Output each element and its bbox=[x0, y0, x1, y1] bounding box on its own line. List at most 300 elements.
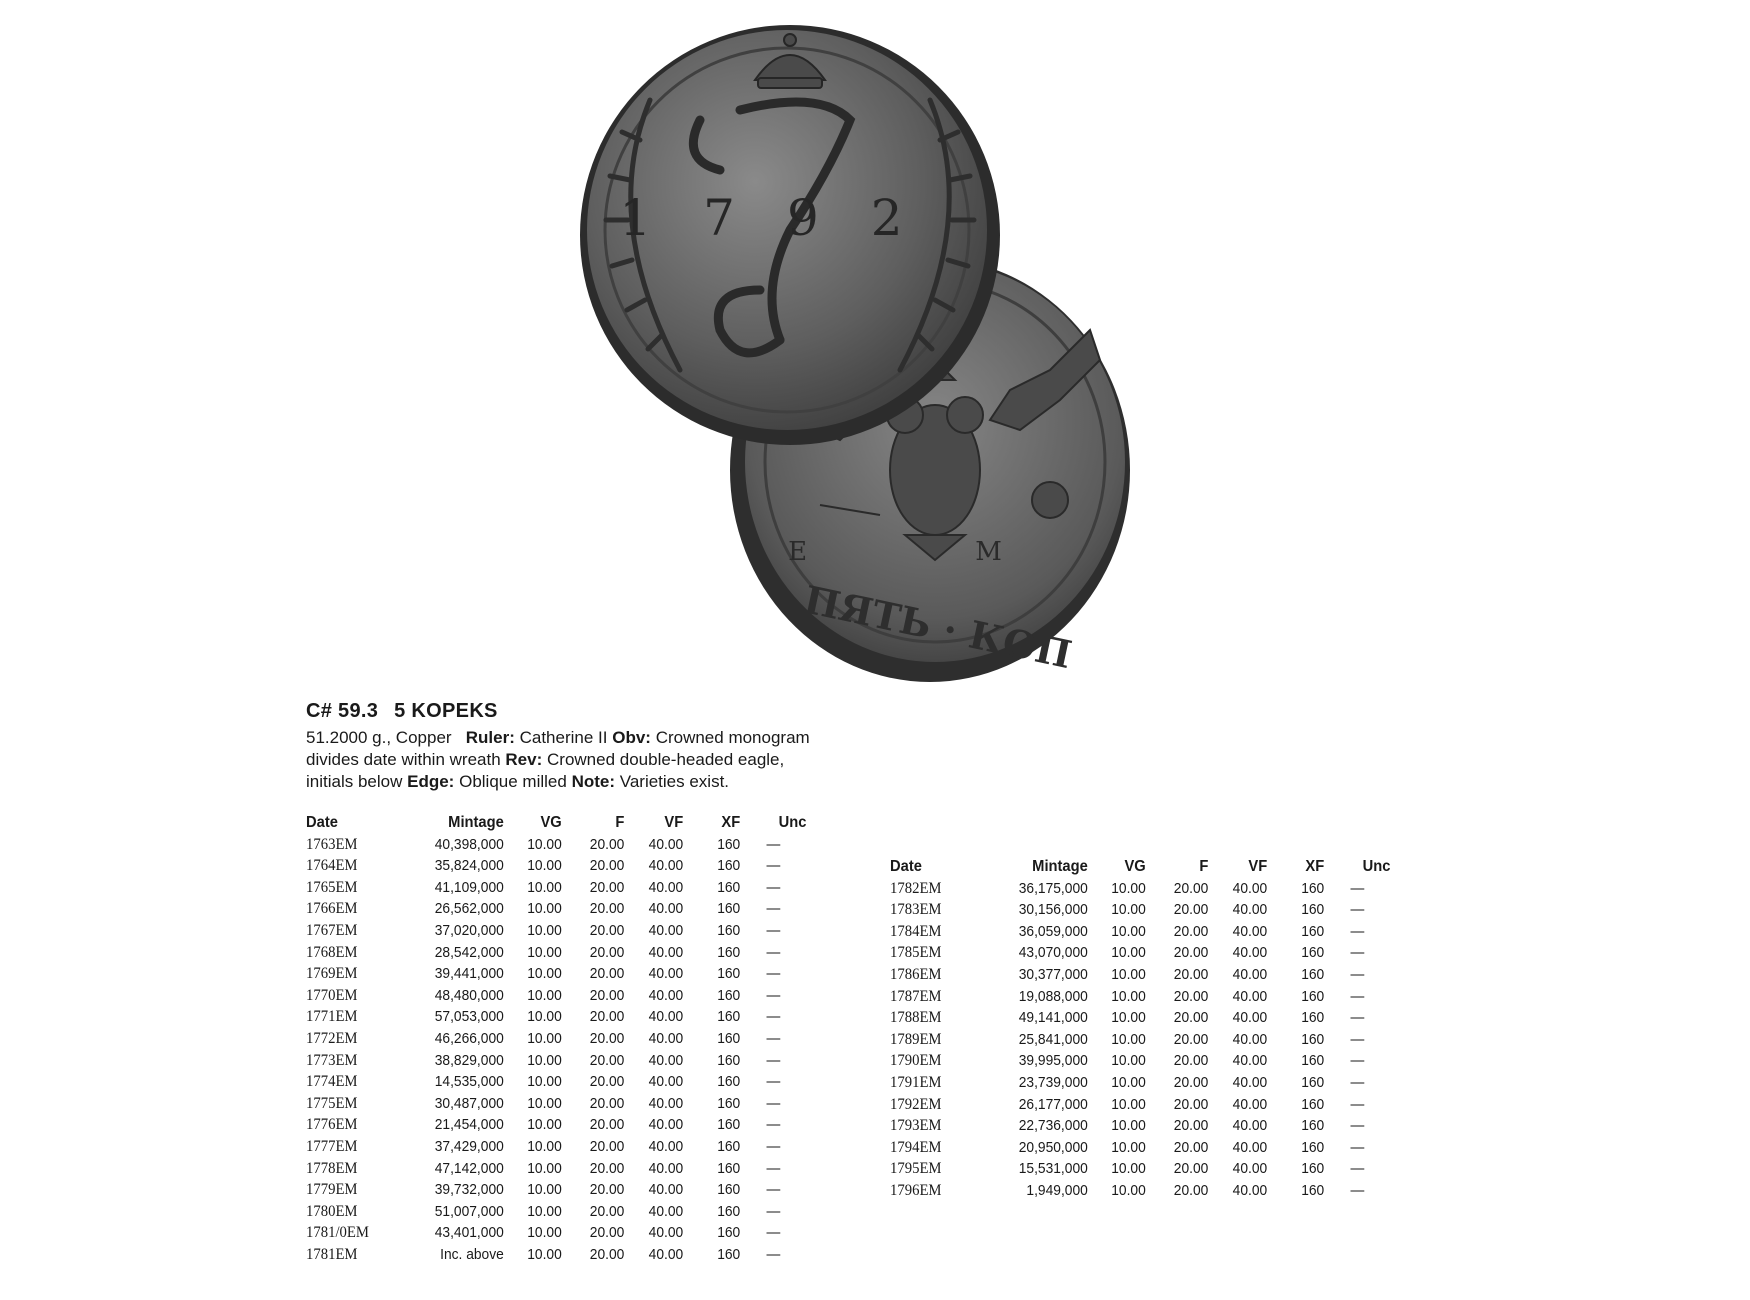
cell-vf: 40.00 bbox=[1232, 1052, 1268, 1070]
cell-mintage: 37,429,000 bbox=[434, 1137, 504, 1155]
cell-vf: 40.00 bbox=[1232, 1030, 1268, 1048]
cell-unc: — bbox=[766, 1202, 781, 1220]
cell-f: 20.00 bbox=[589, 1202, 625, 1220]
cell-unc: — bbox=[766, 1181, 781, 1199]
cell-xf: 160 bbox=[717, 921, 741, 939]
cell-date: 1780EM bbox=[306, 1202, 358, 1220]
cell-vg: 10.00 bbox=[1111, 1073, 1146, 1091]
cell-unc: — bbox=[1350, 944, 1365, 962]
cell-vf: 40.00 bbox=[648, 921, 684, 939]
cell-vf: 40.00 bbox=[648, 965, 684, 983]
cell-vf: 40.00 bbox=[1232, 901, 1268, 919]
cell-unc: — bbox=[1350, 901, 1365, 919]
cell-f: 20.00 bbox=[1173, 1138, 1209, 1156]
cell-unc: — bbox=[1350, 1138, 1365, 1156]
entry-description bbox=[306, 727, 821, 793]
header-f: F bbox=[1199, 858, 1209, 875]
cell-f: 20.00 bbox=[589, 1008, 625, 1026]
rev-label: Rev: bbox=[505, 750, 543, 769]
cell-vg: 10.00 bbox=[527, 1008, 562, 1026]
cell-date: 1770EM bbox=[306, 986, 358, 1004]
cell-mintage: 43,070,000 bbox=[1018, 944, 1088, 962]
table-row bbox=[890, 986, 1390, 1008]
cell-vg: 10.00 bbox=[1111, 922, 1146, 940]
cell-vg: 10.00 bbox=[527, 1224, 562, 1242]
cell-xf: 160 bbox=[717, 1224, 741, 1242]
cell-xf: 160 bbox=[717, 1008, 741, 1026]
cell-vf: 40.00 bbox=[648, 1245, 684, 1263]
cell-xf: 160 bbox=[717, 857, 741, 875]
cell-vf: 40.00 bbox=[648, 1051, 684, 1069]
cell-xf: 160 bbox=[717, 1137, 741, 1155]
cell-xf: 160 bbox=[1301, 1138, 1325, 1156]
cell-vg: 10.00 bbox=[1111, 879, 1146, 897]
cell-f: 20.00 bbox=[1173, 1160, 1209, 1178]
cell-mintage: 37,020,000 bbox=[434, 921, 504, 939]
cell-xf: 160 bbox=[1301, 879, 1325, 897]
cell-vg: 10.00 bbox=[527, 1181, 562, 1199]
cell-f: 20.00 bbox=[1173, 1181, 1209, 1199]
cell-f: 20.00 bbox=[1173, 879, 1209, 897]
cell-date: 1785EM bbox=[890, 944, 942, 962]
header-vg: VG bbox=[1124, 858, 1146, 875]
cell-vg: 10.00 bbox=[527, 986, 562, 1004]
cell-date: 1786EM bbox=[890, 965, 942, 983]
cell-vf: 40.00 bbox=[1232, 1117, 1268, 1135]
cell-vg: 10.00 bbox=[527, 1159, 562, 1177]
cell-vf: 40.00 bbox=[1232, 1181, 1268, 1199]
cell-unc: — bbox=[766, 965, 781, 983]
cell-mintage: 40,398,000 bbox=[434, 835, 504, 853]
cell-date: 1793EM bbox=[890, 1117, 942, 1135]
cell-xf: 160 bbox=[1301, 965, 1325, 983]
cell-date: 1763EM bbox=[306, 835, 358, 853]
table-row bbox=[890, 1029, 1390, 1051]
cell-date: 1795EM bbox=[890, 1160, 942, 1178]
note-value: Varieties exist. bbox=[619, 772, 730, 791]
cell-mintage: 21,454,000 bbox=[434, 1116, 504, 1134]
cell-vf: 40.00 bbox=[648, 878, 684, 896]
cell-xf: 160 bbox=[1301, 1073, 1325, 1091]
cell-date: 1767EM bbox=[306, 921, 358, 939]
cell-mintage: 23,739,000 bbox=[1018, 1073, 1088, 1091]
edge-value: Oblique milled bbox=[459, 772, 567, 791]
table-row bbox=[306, 898, 806, 920]
cell-date: 1773EM bbox=[306, 1051, 358, 1069]
cell-f: 20.00 bbox=[1173, 922, 1209, 940]
cell-vf: 40.00 bbox=[1232, 1138, 1268, 1156]
cell-vf: 40.00 bbox=[648, 986, 684, 1004]
cell-f: 20.00 bbox=[589, 1159, 625, 1177]
edge-label: Edge: bbox=[407, 772, 455, 791]
cell-f: 20.00 bbox=[589, 921, 625, 939]
cell-mintage: 36,175,000 bbox=[1018, 879, 1088, 897]
table-row bbox=[890, 1072, 1390, 1094]
cell-f: 20.00 bbox=[589, 1029, 625, 1047]
cell-vf: 40.00 bbox=[1232, 922, 1268, 940]
table-row bbox=[890, 1158, 1390, 1180]
cell-vg: 10.00 bbox=[527, 1051, 562, 1069]
cell-mintage: 19,088,000 bbox=[1018, 987, 1088, 1005]
cell-mintage: 14,535,000 bbox=[434, 1073, 504, 1091]
cell-f: 20.00 bbox=[589, 1224, 625, 1242]
cell-mintage: Inc. above bbox=[440, 1245, 504, 1263]
cell-xf: 160 bbox=[717, 1159, 741, 1177]
cell-unc: — bbox=[1350, 1181, 1365, 1199]
cell-vg: 10.00 bbox=[527, 835, 562, 853]
table-row bbox=[306, 1028, 806, 1050]
cell-mintage: 41,109,000 bbox=[434, 878, 504, 896]
cell-xf: 160 bbox=[717, 1116, 741, 1134]
cell-date: 1771EM bbox=[306, 1008, 358, 1026]
cell-f: 20.00 bbox=[1173, 965, 1209, 983]
table-row bbox=[890, 878, 1390, 900]
header-vg: VG bbox=[540, 814, 562, 831]
cell-xf: 160 bbox=[717, 1029, 741, 1047]
cell-xf: 160 bbox=[717, 965, 741, 983]
cell-unc: — bbox=[1350, 1117, 1365, 1135]
table-row bbox=[890, 1137, 1390, 1159]
table-row bbox=[306, 1050, 806, 1072]
cell-date: 1772EM bbox=[306, 1029, 358, 1047]
cell-date: 1792EM bbox=[890, 1095, 942, 1113]
table-row bbox=[306, 942, 806, 964]
cell-f: 20.00 bbox=[1173, 1052, 1209, 1070]
cell-xf: 160 bbox=[1301, 1181, 1325, 1199]
cell-unc: — bbox=[766, 1051, 781, 1069]
cell-vf: 40.00 bbox=[648, 1181, 684, 1199]
cell-f: 20.00 bbox=[589, 1094, 625, 1112]
header-mintage: Mintage bbox=[1032, 858, 1088, 875]
cell-vf: 40.00 bbox=[648, 1008, 684, 1026]
cell-vf: 40.00 bbox=[648, 1159, 684, 1177]
cell-f: 20.00 bbox=[589, 1073, 625, 1091]
cell-date: 1789EM bbox=[890, 1030, 942, 1048]
cell-vg: 10.00 bbox=[1111, 1160, 1146, 1178]
ruler-value: Catherine II bbox=[519, 728, 608, 747]
table-header-row bbox=[890, 856, 1390, 878]
cell-f: 20.00 bbox=[589, 878, 625, 896]
reverse-initials: E M bbox=[788, 537, 1082, 567]
cell-date: 1764EM bbox=[306, 857, 358, 875]
cell-vf: 40.00 bbox=[1232, 1009, 1268, 1027]
cell-vg: 10.00 bbox=[527, 878, 562, 896]
cell-vf: 40.00 bbox=[1232, 1160, 1268, 1178]
cell-mintage: 15,531,000 bbox=[1018, 1160, 1088, 1178]
cell-xf: 160 bbox=[717, 1094, 741, 1112]
table-row bbox=[306, 985, 806, 1007]
cell-vf: 40.00 bbox=[648, 857, 684, 875]
cell-date: 1774EM bbox=[306, 1073, 358, 1091]
cell-xf: 160 bbox=[717, 835, 741, 853]
header-xf: XF bbox=[721, 814, 741, 831]
table-row bbox=[890, 921, 1390, 943]
cell-date: 1768EM bbox=[306, 943, 358, 961]
cell-unc: — bbox=[766, 1008, 781, 1026]
cell-xf: 160 bbox=[717, 1245, 741, 1263]
obverse-date: 1792 bbox=[619, 189, 955, 247]
cell-unc: — bbox=[766, 1116, 781, 1134]
cell-unc: — bbox=[766, 1159, 781, 1177]
cell-f: 20.00 bbox=[1173, 987, 1209, 1005]
cell-f: 20.00 bbox=[589, 1116, 625, 1134]
cell-unc: — bbox=[766, 835, 781, 853]
cell-unc: — bbox=[766, 900, 781, 918]
cell-mintage: 57,053,000 bbox=[434, 1008, 504, 1026]
cell-vf: 40.00 bbox=[648, 1094, 684, 1112]
cell-f: 20.00 bbox=[1173, 944, 1209, 962]
cell-date: 1790EM bbox=[890, 1052, 942, 1070]
cell-mintage: 39,441,000 bbox=[434, 965, 504, 983]
cell-mintage: 51,007,000 bbox=[434, 1202, 504, 1220]
cell-date: 1778EM bbox=[306, 1159, 358, 1177]
note-label: Note: bbox=[571, 772, 616, 791]
cell-f: 20.00 bbox=[589, 1181, 625, 1199]
cell-unc: — bbox=[766, 1224, 781, 1242]
cell-xf: 160 bbox=[1301, 1052, 1325, 1070]
cell-unc: — bbox=[1350, 1030, 1365, 1048]
cell-vf: 40.00 bbox=[648, 835, 684, 853]
cell-mintage: 49,141,000 bbox=[1018, 1009, 1088, 1027]
cell-vg: 10.00 bbox=[527, 943, 562, 961]
header-f: F bbox=[615, 814, 625, 831]
table-row bbox=[306, 1179, 806, 1201]
cell-unc: — bbox=[1350, 922, 1365, 940]
cell-mintage: 39,732,000 bbox=[434, 1181, 504, 1199]
table-row bbox=[306, 1244, 806, 1266]
cell-unc: — bbox=[766, 921, 781, 939]
header-date: Date bbox=[890, 858, 922, 875]
header-vf: VF bbox=[1248, 858, 1268, 875]
entry-title bbox=[306, 700, 826, 723]
header-unc: Unc bbox=[778, 814, 807, 831]
cell-vg: 10.00 bbox=[1111, 944, 1146, 962]
cell-date: 1781/0EM bbox=[306, 1224, 369, 1242]
table-row bbox=[890, 1007, 1390, 1029]
cell-vg: 10.00 bbox=[1111, 987, 1146, 1005]
reverse-legend: ПЯТЬ · КОП bbox=[799, 576, 1076, 678]
cell-mintage: 47,142,000 bbox=[434, 1159, 504, 1177]
table-row bbox=[890, 1050, 1390, 1072]
cell-vg: 10.00 bbox=[1111, 901, 1146, 919]
cell-xf: 160 bbox=[1301, 1009, 1325, 1027]
cell-mintage: 43,401,000 bbox=[434, 1224, 504, 1242]
cell-unc: — bbox=[766, 857, 781, 875]
cell-xf: 160 bbox=[717, 1202, 741, 1220]
cell-vg: 10.00 bbox=[527, 965, 562, 983]
cell-f: 20.00 bbox=[589, 835, 625, 853]
header-mintage: Mintage bbox=[448, 814, 504, 831]
denomination: 5 KOPEKS bbox=[394, 700, 498, 722]
cell-vf: 40.00 bbox=[648, 900, 684, 918]
obv-label: Obv: bbox=[612, 728, 651, 747]
cell-mintage: 35,824,000 bbox=[434, 857, 504, 875]
catalog-entry bbox=[306, 700, 826, 793]
catalog-number: C# 59.3 bbox=[306, 700, 379, 722]
cell-vg: 10.00 bbox=[527, 1094, 562, 1112]
cell-unc: — bbox=[766, 1245, 781, 1263]
cell-vf: 40.00 bbox=[648, 1116, 684, 1134]
cell-vf: 40.00 bbox=[1232, 1095, 1268, 1113]
table-row bbox=[306, 1006, 806, 1028]
cell-vf: 40.00 bbox=[1232, 965, 1268, 983]
cell-vf: 40.00 bbox=[648, 1224, 684, 1242]
table-header-row bbox=[306, 812, 806, 834]
cell-vg: 10.00 bbox=[527, 1202, 562, 1220]
cell-vg: 10.00 bbox=[527, 1116, 562, 1134]
cell-vg: 10.00 bbox=[1111, 1009, 1146, 1027]
cell-date: 1788EM bbox=[890, 1009, 942, 1027]
mintage-table-right bbox=[890, 856, 1390, 1202]
cell-f: 20.00 bbox=[589, 1245, 625, 1263]
rev-value: Crowned double-headed eagle, initials below bbox=[306, 750, 785, 791]
mintage-table-left bbox=[306, 812, 806, 1265]
cell-xf: 160 bbox=[717, 1181, 741, 1199]
cell-vg: 10.00 bbox=[1111, 965, 1146, 983]
cell-xf: 160 bbox=[717, 900, 741, 918]
cell-date: 1775EM bbox=[306, 1094, 358, 1112]
cell-f: 20.00 bbox=[1173, 1030, 1209, 1048]
cell-vg: 10.00 bbox=[1111, 1052, 1146, 1070]
cell-vg: 10.00 bbox=[1111, 1181, 1146, 1199]
cell-date: 1769EM bbox=[306, 965, 358, 983]
cell-mintage: 30,156,000 bbox=[1018, 901, 1088, 919]
cell-unc: — bbox=[766, 1073, 781, 1091]
cell-xf: 160 bbox=[1301, 922, 1325, 940]
cell-vg: 10.00 bbox=[527, 1245, 562, 1263]
header-vf: VF bbox=[664, 814, 684, 831]
cell-f: 20.00 bbox=[1173, 1009, 1209, 1027]
cell-f: 20.00 bbox=[589, 1137, 625, 1155]
cell-unc: — bbox=[766, 1029, 781, 1047]
cell-mintage: 20,950,000 bbox=[1018, 1138, 1088, 1156]
table-row bbox=[890, 942, 1390, 964]
cell-mintage: 36,059,000 bbox=[1018, 922, 1088, 940]
cell-date: 1779EM bbox=[306, 1181, 358, 1199]
header-unc: Unc bbox=[1362, 858, 1391, 875]
cell-mintage: 38,829,000 bbox=[434, 1051, 504, 1069]
table-row bbox=[890, 899, 1390, 921]
cell-unc: — bbox=[1350, 1160, 1365, 1178]
cell-xf: 160 bbox=[1301, 1160, 1325, 1178]
table-row bbox=[306, 920, 806, 942]
cell-vf: 40.00 bbox=[648, 1137, 684, 1155]
table-row bbox=[306, 1093, 806, 1115]
table-row bbox=[306, 1136, 806, 1158]
table-row bbox=[306, 1222, 806, 1244]
cell-xf: 160 bbox=[717, 943, 741, 961]
cell-vg: 10.00 bbox=[527, 900, 562, 918]
cell-vg: 10.00 bbox=[1111, 1117, 1146, 1135]
cell-xf: 160 bbox=[717, 878, 741, 896]
weight-metal: 51.2000 g., Copper bbox=[306, 728, 452, 747]
cell-date: 1796EM bbox=[890, 1181, 942, 1199]
cell-f: 20.00 bbox=[589, 1051, 625, 1069]
cell-vf: 40.00 bbox=[1232, 987, 1268, 1005]
cell-f: 20.00 bbox=[1173, 1117, 1209, 1135]
cell-date: 1794EM bbox=[890, 1138, 942, 1156]
cell-vg: 10.00 bbox=[1111, 1030, 1146, 1048]
cell-unc: — bbox=[1350, 1052, 1365, 1070]
coin-obverse bbox=[580, 25, 1000, 445]
cell-date: 1766EM bbox=[306, 900, 358, 918]
cell-unc: — bbox=[1350, 1095, 1365, 1113]
cell-vf: 40.00 bbox=[1232, 879, 1268, 897]
table-row bbox=[306, 1071, 806, 1093]
cell-vf: 40.00 bbox=[648, 1202, 684, 1220]
cell-vg: 10.00 bbox=[1111, 1138, 1146, 1156]
cell-date: 1765EM bbox=[306, 878, 358, 896]
cell-f: 20.00 bbox=[1173, 1073, 1209, 1091]
table-row bbox=[890, 1180, 1390, 1202]
cell-unc: — bbox=[766, 878, 781, 896]
cell-f: 20.00 bbox=[589, 943, 625, 961]
table-row bbox=[306, 855, 806, 877]
cell-unc: — bbox=[1350, 965, 1365, 983]
cell-f: 20.00 bbox=[1173, 901, 1209, 919]
cell-xf: 160 bbox=[717, 1073, 741, 1091]
table-row bbox=[306, 1114, 806, 1136]
ruler-label: Ruler: bbox=[465, 728, 515, 747]
header-xf: XF bbox=[1305, 858, 1325, 875]
cell-date: 1782EM bbox=[890, 879, 942, 897]
cell-date: 1791EM bbox=[890, 1073, 942, 1091]
cell-unc: — bbox=[1350, 1073, 1365, 1091]
cell-f: 20.00 bbox=[1173, 1095, 1209, 1113]
cell-mintage: 46,266,000 bbox=[434, 1029, 504, 1047]
table-row bbox=[306, 963, 806, 985]
cell-f: 20.00 bbox=[589, 900, 625, 918]
cell-unc: — bbox=[766, 1137, 781, 1155]
cell-vg: 10.00 bbox=[527, 1137, 562, 1155]
table-row bbox=[306, 877, 806, 899]
cell-unc: — bbox=[1350, 987, 1365, 1005]
cell-vg: 10.00 bbox=[527, 1029, 562, 1047]
cell-unc: — bbox=[1350, 1009, 1365, 1027]
table-row bbox=[306, 1158, 806, 1180]
cell-f: 20.00 bbox=[589, 965, 625, 983]
cell-date: 1777EM bbox=[306, 1137, 358, 1155]
cell-f: 20.00 bbox=[589, 857, 625, 875]
cell-unc: — bbox=[766, 943, 781, 961]
cell-f: 20.00 bbox=[589, 986, 625, 1004]
cell-vg: 10.00 bbox=[527, 921, 562, 939]
cell-mintage: 30,487,000 bbox=[434, 1094, 504, 1112]
cell-vg: 10.00 bbox=[527, 1073, 562, 1091]
cell-xf: 160 bbox=[1301, 944, 1325, 962]
cell-vf: 40.00 bbox=[1232, 1073, 1268, 1091]
cell-xf: 160 bbox=[1301, 1030, 1325, 1048]
cell-vg: 10.00 bbox=[527, 857, 562, 875]
cell-mintage: 22,736,000 bbox=[1018, 1117, 1088, 1135]
table-row bbox=[890, 1115, 1390, 1137]
cell-date: 1784EM bbox=[890, 922, 942, 940]
cell-xf: 160 bbox=[1301, 1095, 1325, 1113]
table-row bbox=[306, 1201, 806, 1223]
cell-date: 1783EM bbox=[890, 901, 942, 919]
header-date: Date bbox=[306, 814, 338, 831]
cell-mintage: 1,949,000 bbox=[1026, 1181, 1088, 1199]
cell-mintage: 28,542,000 bbox=[434, 943, 504, 961]
cell-date: 1787EM bbox=[890, 987, 942, 1005]
obv-value: Crowned monogram divides date within wreath bbox=[306, 728, 810, 769]
cell-date: 1781EM bbox=[306, 1245, 358, 1263]
cell-mintage: 26,177,000 bbox=[1018, 1095, 1088, 1113]
cell-xf: 160 bbox=[1301, 1117, 1325, 1135]
cell-unc: — bbox=[766, 986, 781, 1004]
cell-vf: 40.00 bbox=[648, 1029, 684, 1047]
cell-mintage: 48,480,000 bbox=[434, 986, 504, 1004]
